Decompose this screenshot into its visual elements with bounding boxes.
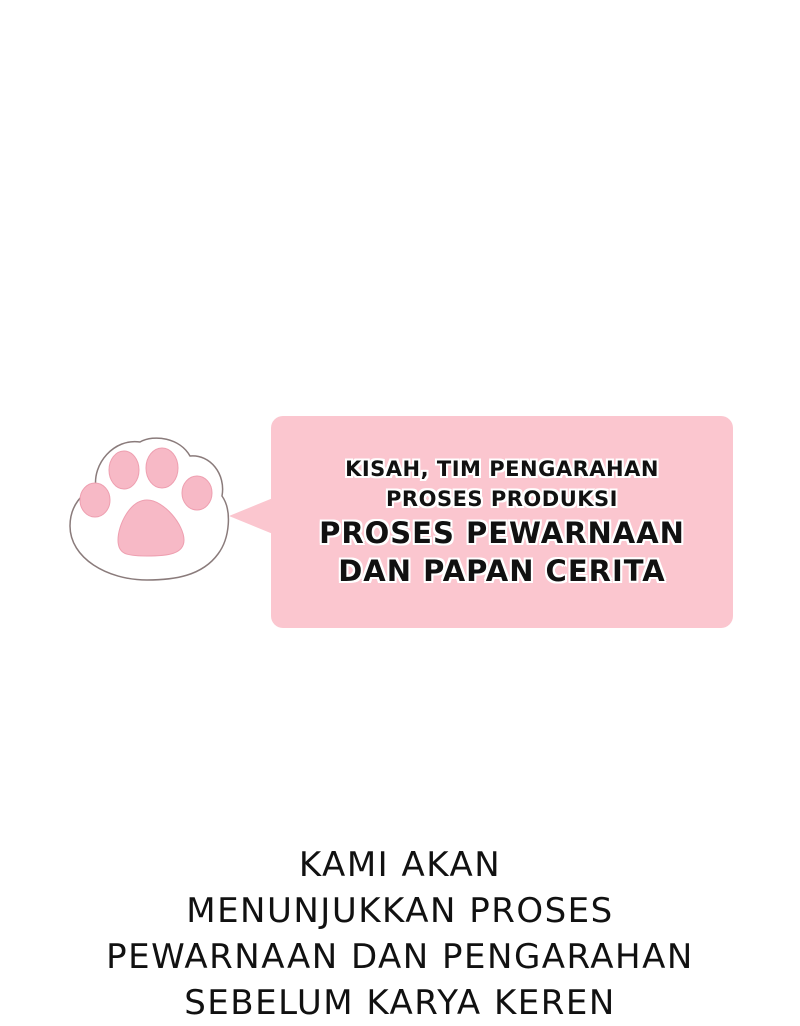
caption-line-3: PEWARNAAN DAN PENGARAHAN xyxy=(106,937,694,977)
caption-line-2: MENUNJUKKAN PROSES xyxy=(186,891,614,931)
bubble-line-1: KISAH, TIM PENGARAHAN xyxy=(345,457,659,481)
caption-line-4: SEBELUM KARYA KEREN xyxy=(184,983,616,1023)
paw-toe-3 xyxy=(146,448,178,488)
bubble-line-4: DAN PAPAN CERITA xyxy=(338,554,666,588)
bubble-line-3: PROSES PEWARNAAN xyxy=(319,516,685,550)
speech-bubble-text xyxy=(271,454,733,590)
paw-toe-4 xyxy=(182,476,212,510)
speech-bubble-tail xyxy=(229,498,273,534)
paw-toe-1 xyxy=(80,483,110,517)
bubble-line-2: PROSES PRODUKSI xyxy=(386,487,618,511)
caption-line-1: KAMI AKAN xyxy=(298,845,502,885)
paw-toe-2 xyxy=(109,451,139,489)
paw-icon xyxy=(62,430,232,590)
caption-text xyxy=(0,842,800,1026)
